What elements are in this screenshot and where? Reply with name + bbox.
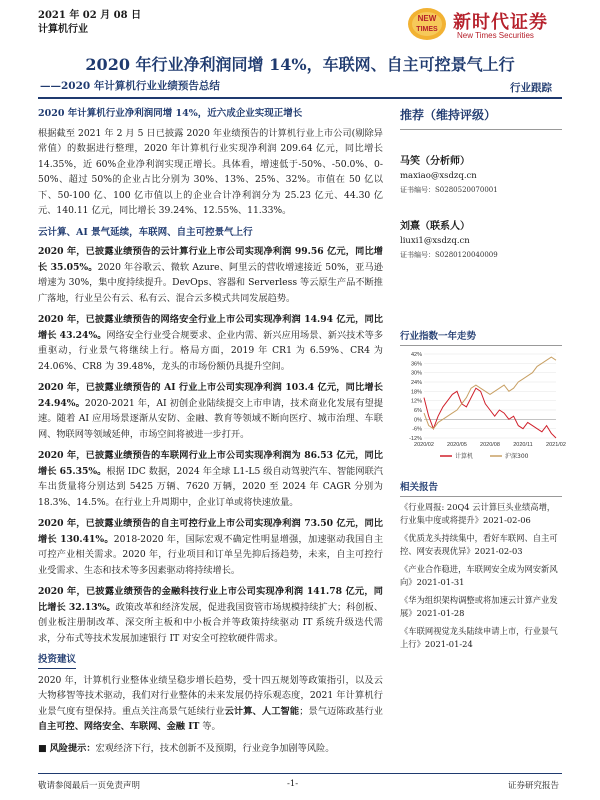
fintech-paragraph [38, 584, 383, 646]
main-content [38, 106, 383, 762]
logo-english-name: New Times Securities [457, 31, 534, 40]
security-paragraph [38, 312, 383, 374]
footer-disclaimer: 敬请参阅最后一页免责声明 [38, 781, 141, 791]
invest-heading [38, 652, 383, 669]
iov-paragraph [38, 448, 383, 510]
y-tick-label: 42% [410, 352, 422, 358]
related-report-item[interactable]: 《华为组织架构调整或将加速云计算产业发展》2021-01-28 [400, 595, 558, 618]
related-reports-title: 相关报告 [400, 479, 562, 497]
risk-label: 风险提示： [49, 742, 96, 754]
ai-paragraph [38, 380, 383, 442]
related-report-item[interactable]: 《产业合作稳进，车联网安全成为网安新风向》2021-01-31 [400, 564, 558, 587]
footer-report-type: 证券研究报告 [508, 781, 560, 791]
y-tick-label: 12% [410, 398, 422, 405]
cloud-body: 2020 年谷歌云、微软 Azure、阿里云的营收增速接近 50%，亚马逊增速为 30%，集中度持续提升。DevOps、容器和 Serverless 等云原生产品不断推广落地，行业呈公有云、私有云、混合云多模式共同发展趋势。 [38, 261, 383, 304]
iov-body: 根据 IDC 数据，2024 年全球 L1-L5 级自动驾驶汽车、智能网联汽车出货量将分别达到 5425 万辆、7620 万辆，2020 至 2024 年 CAGR 分别为 18.3%、14.5%。在行业上升周期中，企业订单或将快速放量。 [38, 465, 383, 508]
y-tick-label: 18% [410, 389, 422, 396]
y-tick-label: -6% [412, 426, 422, 433]
related-report-item[interactable]: 《车联网视觉龙头陆续申请上市，行业景气上行》2021-01-24 [400, 626, 558, 649]
logo-chinese-name: 新时代证券 [453, 12, 548, 33]
x-tick-label: 2020/11 [513, 442, 533, 448]
series-line-1 [424, 357, 556, 429]
related-reports-list [400, 501, 562, 651]
ai-lead: 2020 年，已披露业绩预告的 AI 行业上市公司实现净利润 103.4 亿元，同比增长 24.94%。 [38, 382, 383, 409]
invest-bold-1: 云计算、人工智能 [224, 705, 300, 717]
contact-name: 刘熹（联系人） [400, 221, 470, 232]
section-2-heading: 云计算、AI 景气延续，车联网、自主可控景气上行 [38, 226, 253, 238]
autonomy-lead: 2020 年，已披露业绩预告的自主可控行业上市公司实现净利润 73.50 亿元，同比增长 130.41%。 [38, 518, 383, 545]
report-type-tag: 行业跟踪 [510, 82, 552, 94]
y-tick-label: 0% [414, 417, 422, 424]
related-report-item[interactable]: 《优质龙头持续集中，看好车联网、自主可控、网安表现优异》2021-02-03 [400, 533, 558, 556]
report-title: 2020 年行业净利润同增 14%，车联网、自主可控景气上行 [85, 55, 515, 74]
section-1-paragraph: 根据截至 2021 年 2 月 5 日已披露 2020 年业绩预告的计算机行业上市公司(剔除异常值）的数据进行整理，2020 年计算机行业实现净利润 209.64 亿元，同比增长 14.35%，近 60%企业净利润实现正增长。具体看，增速低于-50%、-50.0%、0-50%、超过 50%的企业占比分别为 30%、13%、25%、32%。市值在 50 亿以下、50-100 亿、100 亿市值以上的企业合计净利润分为 25.23 亿元、44.30 亿元、140.11 亿元，同比增长 39.24%、12.55%、11.33%。 [38, 127, 383, 216]
contact-cert: 证书编号：S0280120040009 [400, 251, 498, 259]
invest-text-1: 2020 年，计算机行业整体业绩呈稳步增长趋势，受十四五规划等政策指引，以及云大物移智等技术驱动，我们对行业整体的未来发展仍持乐观态度，2021 年计算机行业景气度有望保持。重点关注高景气延续行业 [38, 674, 383, 717]
legend-label: 计算机 [455, 453, 474, 460]
sidebar [400, 106, 566, 656]
x-tick-label: 2020/05 [447, 442, 467, 448]
index-trend-chart [400, 346, 566, 466]
badge-text-bottom: TIMES [416, 26, 438, 33]
header-divider [38, 97, 562, 99]
page-number: -1- [287, 779, 299, 789]
related-report-item[interactable]: 《行业周报: 20Q4 云计算巨头业绩高增，行业集中度或将提升》2021-02-06 [400, 502, 556, 525]
industry-category: 计算机行业 [38, 24, 88, 35]
cloud-paragraph [38, 244, 383, 306]
cloud-lead: 2020 年，已披露业绩预告的云计算行业上市公司实现净利润 99.56 亿元，同比增长 35.05%。 [38, 246, 383, 273]
footer-divider [38, 773, 562, 774]
risk-bullet-icon: ■ [38, 742, 50, 754]
legend-label: 沪深300 [505, 453, 529, 460]
risk-paragraph [38, 741, 383, 757]
report-date: 2021 年 02 月 08 日 [38, 10, 142, 21]
x-tick-label: 2021/02 [546, 442, 566, 448]
new-times-badge-icon [407, 6, 447, 42]
y-tick-label: 24% [410, 380, 422, 386]
invest-text-2: ；景气迈陈政基行业 [299, 705, 383, 717]
section-1-heading: 2020 年计算机行业净利润同增 14%，近六成企业实现正增长 [38, 108, 303, 119]
autonomy-paragraph [38, 516, 383, 578]
x-tick-label: 2020/02 [414, 442, 434, 448]
analyst-email[interactable]: maxiao@xsdzq.cn [400, 171, 477, 181]
iov-lead: 2020 年，已披露业绩预告的车联网行业上市公司实现净利润为 86.53 亿元，同比增长 65.35%。 [38, 450, 383, 477]
invest-heading-text: 投资建议 [38, 652, 76, 669]
fintech-lead: 2020 年，已披露业绩预告的金融科技行业上市公司实现净利润 141.78 亿元，同比增长 32.13%。 [38, 586, 383, 613]
y-tick-label: 36% [410, 361, 422, 368]
security-body: 网络安全行业受合规要求、企业内需、新兴应用场景、新兴技术等多重驱动，行业景气将继续上行。格局方面，2019 年 CR1 为 6.59%、CR4 为 24.06%、CR8 为 39.48%，龙头的市场份额仍具提升空间。 [38, 329, 384, 372]
contact-email[interactable]: liuxi1@xsdzq.cn [400, 236, 470, 246]
ai-body: 2020-2021 年，AI 初创企业陆续提交上市申请，技术商业化发展有望提速。随着 AI 应用场景逐渐从安防、金融、教育等领域不断向医疗、城市治理、车联网、物联网等领域延伸，市场空间将被进一步打开。 [38, 397, 384, 440]
rating: 推荐（维持评级） [400, 106, 562, 130]
badge-text-top: NEW [417, 14, 437, 23]
series-line-0 [424, 388, 556, 438]
invest-bold-2: 自主可控、网络安全、车联网、金融 IT [38, 721, 200, 732]
analyst-cert: 证书编号：S0280520070001 [400, 186, 498, 194]
fintech-body: 政策改革和经济发展，促进我国资管市场规模持续扩大；科创板、创业板注册制改革、深交所主板和中小板合并等政策持续驱动 IT 系统升级迭代需求，分布式等技术发展加速银行 IT 对安全可控软硬件需求。 [38, 601, 384, 644]
report-subtitle: ——2020 年计算机行业业绩预告总结 [40, 80, 220, 92]
x-tick-label: 2020/08 [480, 442, 500, 448]
y-tick-label: -12% [409, 436, 422, 442]
security-lead: 2020 年，已披露业绩预告的网络安全行业上市公司实现净利润 14.94 亿元，同比增长 43.24%。 [38, 314, 383, 341]
risk-text: 宏观经济下行，技术创新不及预期，行业竞争加剧等风险。 [95, 742, 335, 754]
analyst-name: 马笑（分析师） [400, 156, 470, 167]
company-logo [407, 6, 567, 42]
invest-paragraph [38, 673, 383, 735]
y-tick-label: 6% [414, 408, 422, 414]
chart-title: 行业指数一年走势 [400, 328, 562, 346]
y-tick-label: 30% [410, 370, 422, 377]
autonomy-body: 2018-2020 年，国际宏观不确定性明显增强，加速驱动我国自主可控产业相关需求。2020 年，行业项目和订单呈先抑后扬趋势，未来，自主可控行业受需求、生态和技术等多因素驱动将持续增长。 [38, 533, 384, 576]
invest-text-3: 等。 [199, 721, 221, 732]
